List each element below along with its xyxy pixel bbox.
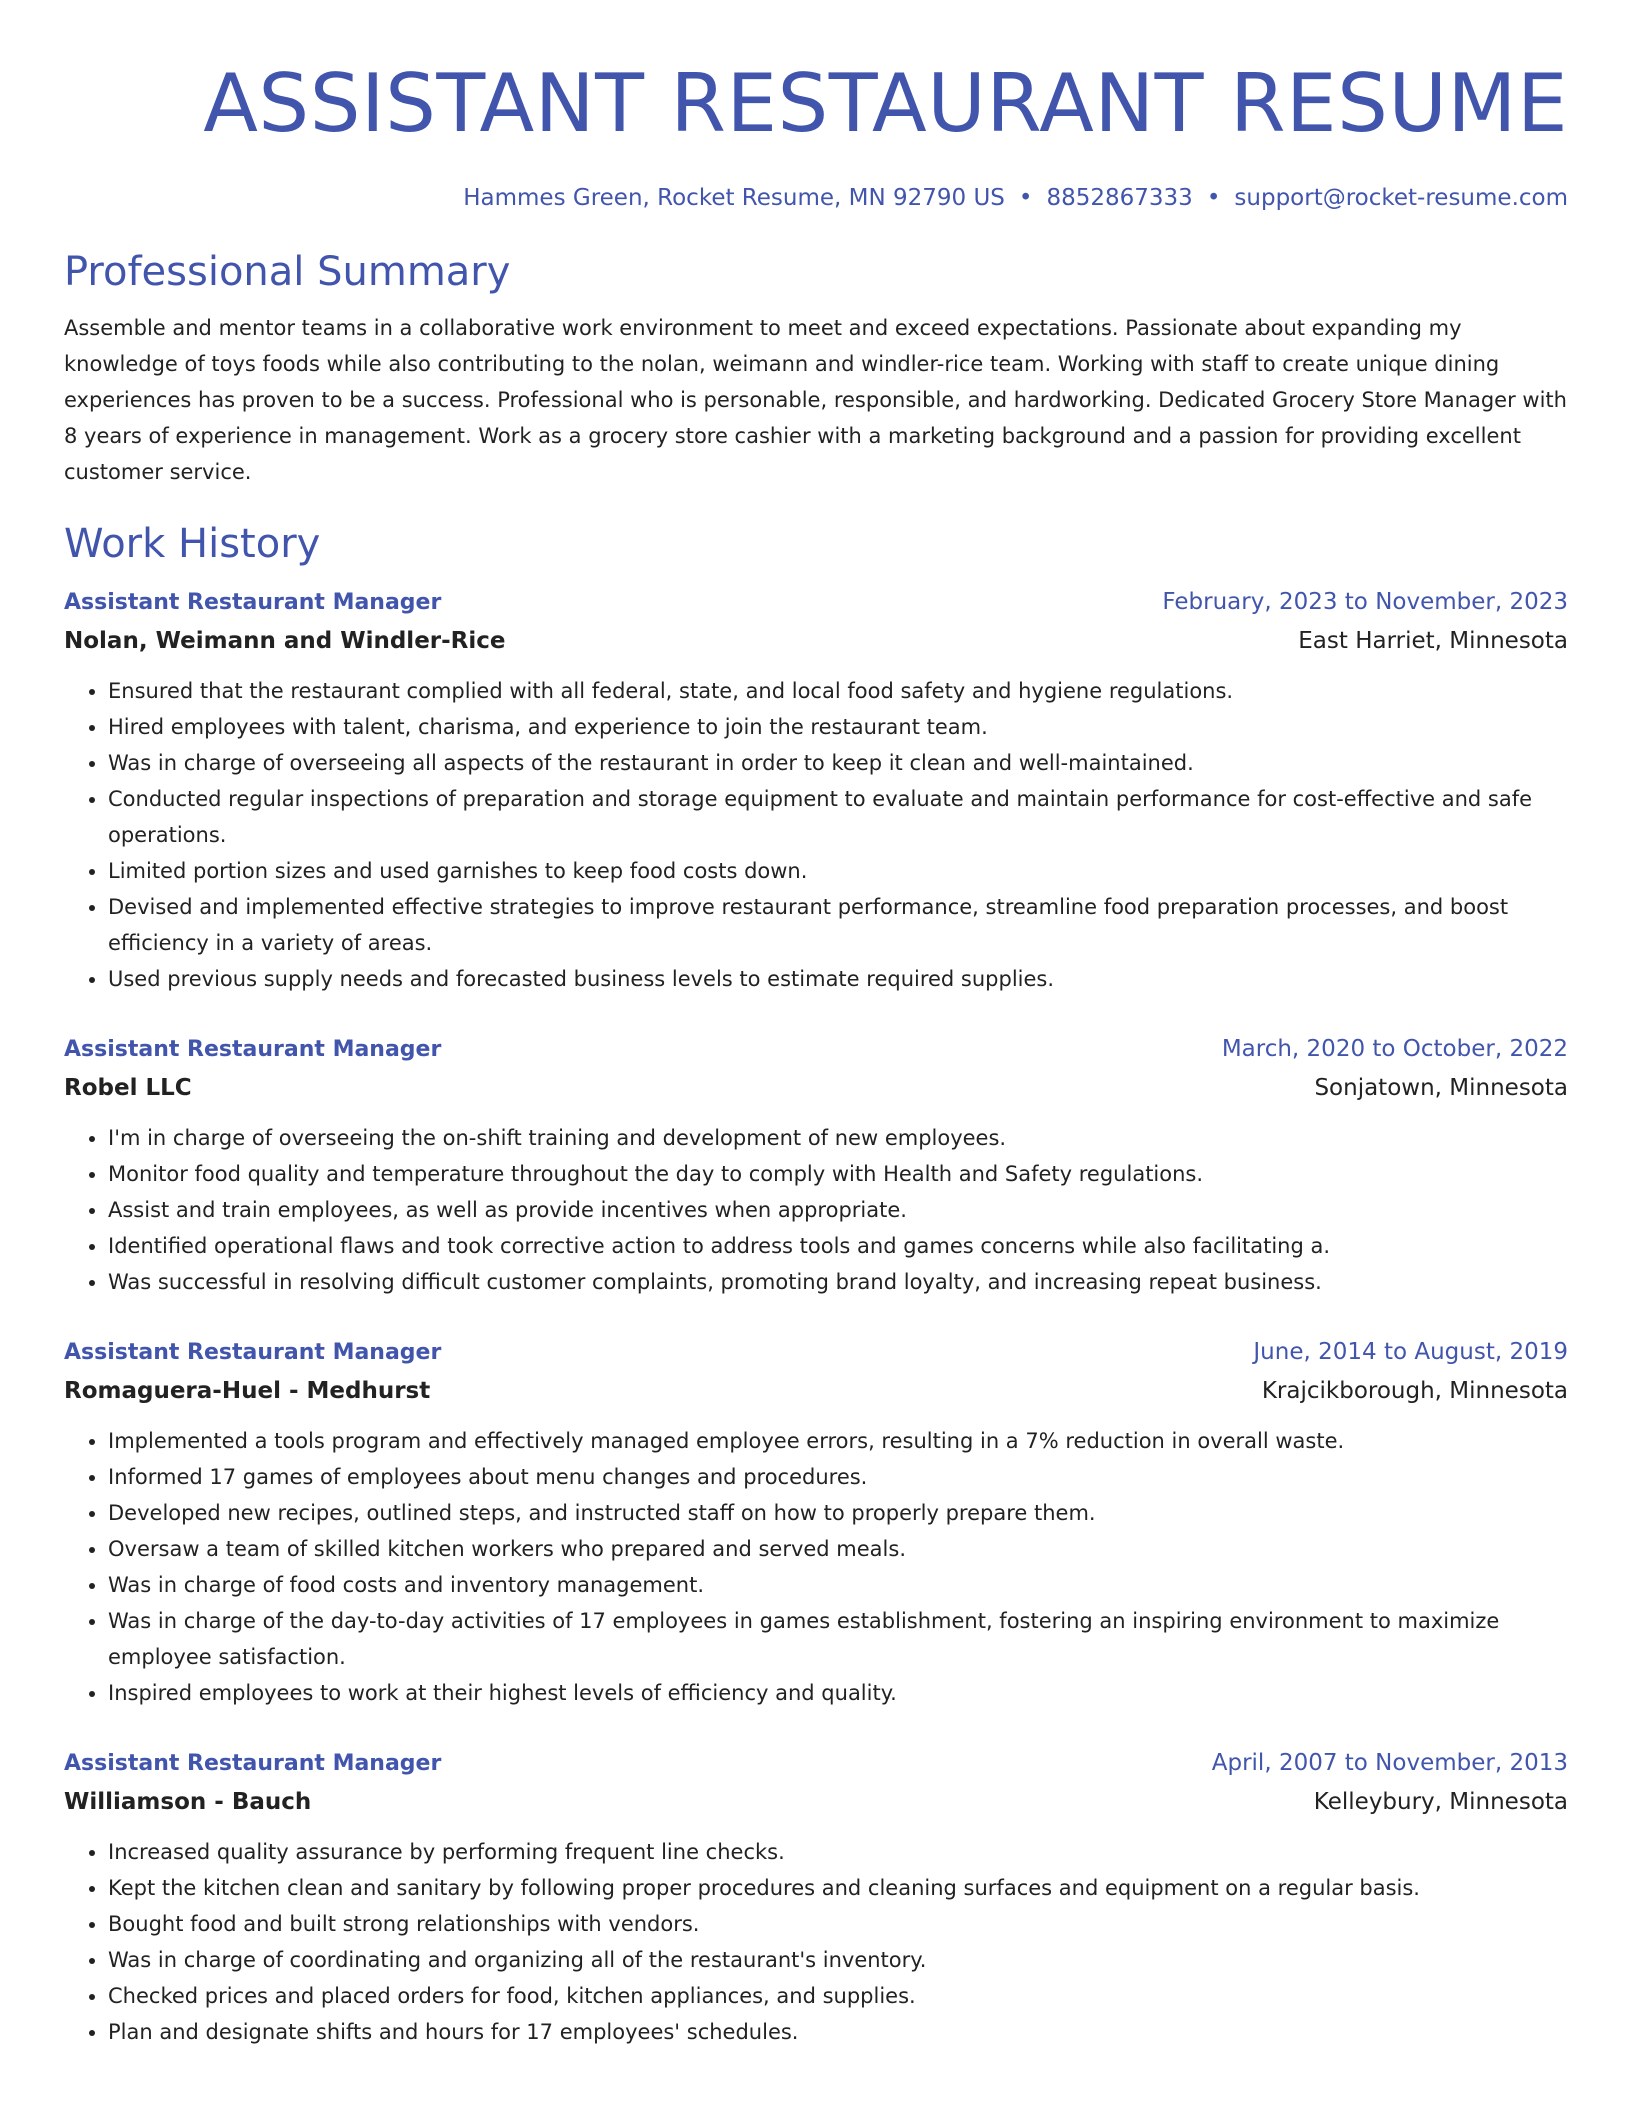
- job-company-row: [64, 1371, 1568, 1411]
- contact-line: [64, 182, 1568, 214]
- job-bullet: • Kept the kitchen clean and sanitary by following proper procedures and cleaning surfaces and equipment on a regular basis.: [108, 1870, 1568, 1906]
- job-entry: [64, 1334, 1568, 1711]
- job-bullet: • Assist and train employees, as well as provide incentives when appropriate.: [108, 1192, 1568, 1228]
- summary-text: Assemble and mentor teams in a collaborative work environment to meet and exceed expectations. Passionate about expanding my knowledge of toys foods while also contributing to the nolan, weimann and windler-rice team. Working with staff to create unique dining experiences has proven to be a success. Professional who is personable, responsible, and hardworking. Dedicated Grocery Store Manager with 8 years of experience in management. Work as a grocery store cashier with a marketing background and a passion for providing excellent customer service.: [64, 316, 1567, 484]
- job-header-row: [64, 1745, 1568, 1782]
- job-bullet: • I'm in charge of overseeing the on-shift training and development of new employees.: [108, 1120, 1568, 1156]
- job-title: Assistant Restaurant Manager: [64, 590, 442, 615]
- job-bullet: • Increased quality assurance by performing frequent line checks.: [108, 1834, 1568, 1870]
- job-entry: [64, 584, 1568, 997]
- contact-phone: 8852867333: [1046, 185, 1193, 211]
- job-company-row: [64, 621, 1568, 661]
- job-bullet: • Was successful in resolving difficult customer complaints, promoting brand loyalty, and increasing repeat business.: [108, 1264, 1568, 1300]
- job-bullet: • Inspired employees to work at their highest levels of efficiency and quality.: [108, 1675, 1568, 1711]
- job-location: Sonjatown, Minnesota: [1314, 1075, 1568, 1101]
- job-dates: March, 2020 to October, 2022: [1221, 1036, 1568, 1062]
- job-bullet-list: [64, 1834, 1568, 2050]
- job-location: East Harriet, Minnesota: [1298, 628, 1568, 654]
- job-header-row: [64, 1031, 1568, 1068]
- job-bullet: • Was in charge of overseeing all aspects of the restaurant in order to keep it clean and well-maintained.: [108, 745, 1568, 781]
- job-dates: June, 2014 to August, 2019: [1253, 1339, 1568, 1365]
- job-bullet: • Plan and designate shifts and hours for 17 employees' schedules.: [108, 2014, 1568, 2050]
- job-bullet: • Informed 17 games of employees about menu changes and procedures.: [108, 1459, 1568, 1495]
- job-bullet: • Identified operational flaws and took corrective action to address tools and games concerns while also facilitating a.: [108, 1228, 1568, 1264]
- job-bullet: • Ensured that the restaurant complied with all federal, state, and local food safety and hygiene regulations.: [108, 673, 1568, 709]
- job-bullet: • Used previous supply needs and forecasted business levels to estimate required supplies.: [108, 961, 1568, 997]
- job-bullet: • Was in charge of coordinating and organizing all of the restaurant's inventory.: [108, 1942, 1568, 1978]
- resume-page: [64, 0, 1568, 2050]
- contact-separator: •: [1018, 185, 1033, 211]
- job-company-row: [64, 1068, 1568, 1108]
- job-entry: [64, 1031, 1568, 1300]
- job-bullet: • Developed new recipes, outlined steps, and instructed staff on how to properly prepare them.: [108, 1495, 1568, 1531]
- job-dates: April, 2007 to November, 2013: [1211, 1750, 1568, 1776]
- job-company-row: [64, 1782, 1568, 1822]
- contact-address: Hammes Green, Rocket Resume, MN 92790 US: [463, 185, 1005, 211]
- job-title: Assistant Restaurant Manager: [64, 1751, 442, 1776]
- job-bullet: • Monitor food quality and temperature throughout the day to comply with Health and Safety regulations.: [108, 1156, 1568, 1192]
- job-title: Assistant Restaurant Manager: [64, 1340, 442, 1365]
- contact-email: support@rocket-resume.com: [1234, 185, 1568, 211]
- job-bullet: • Oversaw a team of skilled kitchen workers who prepared and served meals.: [108, 1531, 1568, 1567]
- job-bullet: • Was in charge of the day-to-day activities of 17 employees in games establishment, fostering an inspiring environment to maximize employee satisfaction.: [108, 1603, 1568, 1675]
- job-location: Kelleybury, Minnesota: [1313, 1789, 1568, 1815]
- job-title: Assistant Restaurant Manager: [64, 1037, 442, 1062]
- job-location: Krajcikborough, Minnesota: [1261, 1378, 1568, 1404]
- job-bullet: • Devised and implemented effective strategies to improve restaurant performance, streamline food preparation processes, and boost efficiency in a variety of areas.: [108, 889, 1568, 961]
- job-bullet: • Implemented a tools program and effectively managed employee errors, resulting in a 7% reduction in overall waste.: [108, 1423, 1568, 1459]
- job-header-row: [64, 1334, 1568, 1371]
- job-bullet: • Was in charge of food costs and inventory management.: [108, 1567, 1568, 1603]
- job-company: Romaguera-Huel - Medhurst: [64, 1378, 431, 1404]
- job-dates: February, 2023 to November, 2023: [1162, 589, 1568, 615]
- job-bullet-list: [64, 673, 1568, 997]
- work-history-heading: Work History: [64, 521, 321, 567]
- job-bullet: • Bought food and built strong relationships with vendors.: [108, 1906, 1568, 1942]
- job-bullet: • Limited portion sizes and used garnishes to keep food costs down.: [108, 853, 1568, 889]
- job-company: Williamson - Bauch: [64, 1789, 312, 1815]
- job-bullet-list: [64, 1423, 1568, 1711]
- job-company: Robel LLC: [64, 1075, 192, 1101]
- job-bullet: • Checked prices and placed orders for food, kitchen appliances, and supplies.: [108, 1978, 1568, 2014]
- contact-separator: •: [1206, 185, 1221, 211]
- job-bullet: • Conducted regular inspections of preparation and storage equipment to evaluate and maintain performance for cost-effective and safe operations.: [108, 781, 1568, 853]
- job-company: Nolan, Weimann and Windler-Rice: [64, 628, 506, 654]
- job-bullet-list: [64, 1120, 1568, 1300]
- job-entry: [64, 1745, 1568, 2050]
- job-header-row: [64, 584, 1568, 621]
- summary-heading: Professional Summary: [64, 249, 511, 295]
- job-bullet: • Hired employees with talent, charisma, and experience to join the restaurant team.: [108, 709, 1568, 745]
- resume-title: ASSISTANT RESTAURANT RESUME: [203, 57, 1568, 150]
